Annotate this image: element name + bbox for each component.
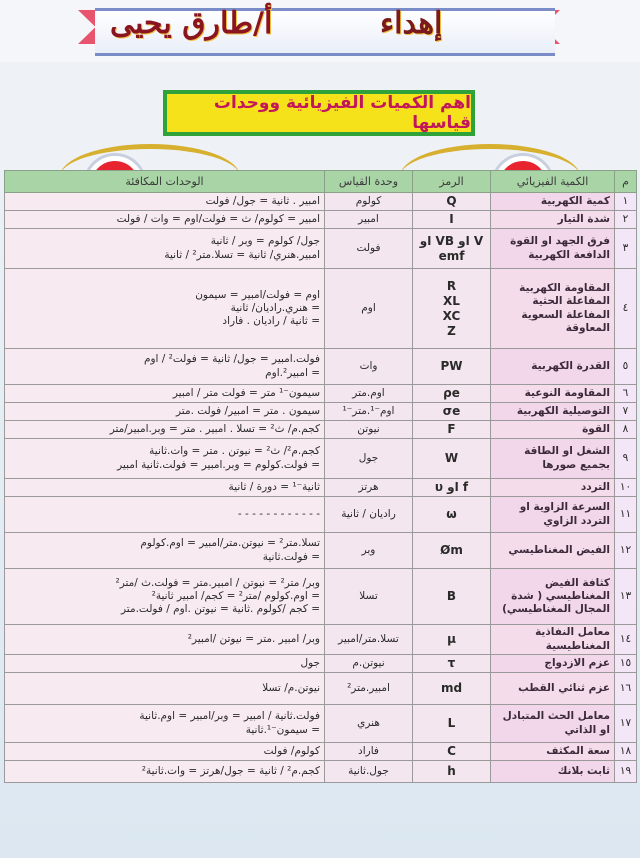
- row-quantity: المقاومة الكهربية المفاعلة الحثية المفاعلة السعوية المعاوقة: [491, 269, 615, 349]
- row-unit: اوم.متر: [325, 385, 413, 403]
- row-unit: وات: [325, 349, 413, 385]
- row-quantity: القدرة الكهربية: [491, 349, 615, 385]
- row-unit: فاراد: [325, 743, 413, 761]
- row-quantity: عزم الازدواج: [491, 655, 615, 673]
- row-number: ٣: [615, 229, 637, 269]
- row-number: ٩: [615, 439, 637, 479]
- row-quantity: معامل النفاذية المغناطيسية: [491, 625, 615, 655]
- header-num: م: [615, 171, 637, 193]
- row-number: ٨: [615, 421, 637, 439]
- table-row: [5, 479, 637, 497]
- row-equivalent-units: كولوم/ فولت: [5, 743, 325, 761]
- row-equivalent-units: سيمون . متر = امبير/ فولت .متر: [5, 403, 325, 421]
- row-quantity: القوة: [491, 421, 615, 439]
- row-number: ١٥: [615, 655, 637, 673]
- row-unit: تسلا: [325, 569, 413, 625]
- row-number: ١٨: [615, 743, 637, 761]
- row-equivalent-units: جول: [5, 655, 325, 673]
- row-number: ١٦: [615, 673, 637, 705]
- row-quantity: شدة التيار: [491, 211, 615, 229]
- row-symbol: PW: [413, 349, 491, 385]
- row-number: ٧: [615, 403, 637, 421]
- row-symbol: Øm: [413, 533, 491, 569]
- row-number: ١٩: [615, 761, 637, 783]
- row-unit: جول: [325, 439, 413, 479]
- table-row: [5, 705, 637, 743]
- row-equivalent-units: كجم.م² / ثانية = جول/هرتز = وات.ثانية²: [5, 761, 325, 783]
- table-row: [5, 349, 637, 385]
- row-quantity: ثابت بلانك: [491, 761, 615, 783]
- row-unit: امبير: [325, 211, 413, 229]
- row-equivalent-units: فولت.ثانية / امبير = وبر/امبير = اوم.ثانية = سيمون⁻¹.ثانية: [5, 705, 325, 743]
- table-row: [5, 421, 637, 439]
- row-quantity: سعة المكثف: [491, 743, 615, 761]
- row-unit: اوم⁻¹.متر⁻¹: [325, 403, 413, 421]
- table-row: [5, 497, 637, 533]
- page-title: اهم الكميات الفيزيائية ووحدات قياسها: [213, 93, 471, 133]
- dedication-label: إهداء: [380, 6, 443, 41]
- row-quantity: الشغل او الطاقة بجميع صورها: [491, 439, 615, 479]
- row-quantity: الفيض المغناطيسي: [491, 533, 615, 569]
- row-quantity: السرعة الزاوية او التردد الزاوي: [491, 497, 615, 533]
- row-equivalent-units: فولت.امبير = جول/ ثانية = فولت² / اوم = امبير².اوم: [5, 349, 325, 385]
- row-equivalent-units: اوم = فولت/امبير = سيمون = هنري.راديان/ ثانية = ثانية / راديان . فاراد: [5, 269, 325, 349]
- row-equivalent-units: جول/ كولوم = وبر / ثانية امبير.هنري/ ثانية = تسلا.متر² / ثانية: [5, 229, 325, 269]
- row-unit: راديان / ثانية: [325, 497, 413, 533]
- table-row: [5, 743, 637, 761]
- row-equivalent-units: تسلا.متر² = نيوتن.متر/امبير = اوم.كولوم = فولت.ثانية: [5, 533, 325, 569]
- row-unit: نيوتن: [325, 421, 413, 439]
- row-number: ٦: [615, 385, 637, 403]
- header-quantity: الكمية الفيزيائي: [491, 171, 615, 193]
- row-equivalent-units: سيمون⁻¹ متر = فولت متر / امبير: [5, 385, 325, 403]
- row-equivalent-units: كجم.م/ ث² = تسلا . امبير . متر = وبر.امبير/متر: [5, 421, 325, 439]
- row-symbol: μ: [413, 625, 491, 655]
- row-number: ١٠: [615, 479, 637, 497]
- author-name: أ/طارق يحيى: [110, 6, 273, 41]
- row-unit: فولت: [325, 229, 413, 269]
- row-equivalent-units: وبر/ امبير .متر = نيوتن /امبير²: [5, 625, 325, 655]
- row-number: ٢: [615, 211, 637, 229]
- row-equivalent-units: امبير = كولوم/ ث = فولت/اوم = وات / فولت: [5, 211, 325, 229]
- quantities-table: [4, 170, 637, 783]
- table-body: [5, 193, 637, 783]
- row-symbol: ρe: [413, 385, 491, 403]
- row-symbol: V او VB او emf: [413, 229, 491, 269]
- row-symbol: σe: [413, 403, 491, 421]
- row-unit: جول.ثانية: [325, 761, 413, 783]
- row-quantity: كثافة الفيض المغناطيسي ( شدة المجال المغناطيسي): [491, 569, 615, 625]
- table-row: [5, 439, 637, 479]
- table-header-row: [5, 171, 637, 193]
- row-symbol: τ: [413, 655, 491, 673]
- table-row: [5, 193, 637, 211]
- row-unit: امبير.متر²: [325, 673, 413, 705]
- row-symbol: I: [413, 211, 491, 229]
- row-number: ١٧: [615, 705, 637, 743]
- table-row: [5, 211, 637, 229]
- header-equivalent: الوحدات المكافئة: [5, 171, 325, 193]
- row-quantity: التردد: [491, 479, 615, 497]
- row-number: ١: [615, 193, 637, 211]
- row-number: ٥: [615, 349, 637, 385]
- row-equivalent-units: كجم.م²/ ث² = نيوتن . متر = وات.ثانية = فولت.كولوم = وبر.امبير = فولت.ثانية امبير: [5, 439, 325, 479]
- row-unit: تسلا.متر/امبير: [325, 625, 413, 655]
- row-equivalent-units: وبر/ متر² = نيوتن / امبير.متر = فولت.ث /متر² = اوم.كولوم /متر² = كجم/ امبير ثانية² = كجم /كولوم .ثانية = نيوتن .اوم / فولت.متر: [5, 569, 325, 625]
- title-box: [163, 90, 475, 136]
- row-quantity: التوصيلية الكهربية: [491, 403, 615, 421]
- row-equivalent-units: امبير . ثانية = جول/ فولت: [5, 193, 325, 211]
- table-row: [5, 569, 637, 625]
- row-equivalent-units: - - - - - - - - - - - -: [5, 497, 325, 533]
- row-symbol: L: [413, 705, 491, 743]
- top-banner: [0, 0, 640, 62]
- table-row: [5, 533, 637, 569]
- row-unit: هنري: [325, 705, 413, 743]
- row-equivalent-units: نيوتن.م/ تسلا: [5, 673, 325, 705]
- row-number: ١٣: [615, 569, 637, 625]
- row-unit: هرتز: [325, 479, 413, 497]
- table-row: [5, 625, 637, 655]
- table-row: [5, 673, 637, 705]
- row-unit: اوم: [325, 269, 413, 349]
- row-symbol: f او υ: [413, 479, 491, 497]
- header-unit: وحدة القياس: [325, 171, 413, 193]
- row-symbol: B: [413, 569, 491, 625]
- row-quantity: المقاومة النوعية: [491, 385, 615, 403]
- row-symbol: md: [413, 673, 491, 705]
- row-unit: نيوتن.م: [325, 655, 413, 673]
- row-quantity: فرق الجهد او القوة الدافعة الكهربية: [491, 229, 615, 269]
- table-row: [5, 229, 637, 269]
- row-symbol: R XL XC Z: [413, 269, 491, 349]
- row-equivalent-units: ثانية⁻¹ = دورة / ثانية: [5, 479, 325, 497]
- row-quantity: عزم ثنائي القطب: [491, 673, 615, 705]
- row-symbol: F: [413, 421, 491, 439]
- row-symbol: Q: [413, 193, 491, 211]
- table-row: [5, 385, 637, 403]
- row-number: ٤: [615, 269, 637, 349]
- row-number: ١٢: [615, 533, 637, 569]
- row-symbol: h: [413, 761, 491, 783]
- header-symbol: الرمز: [413, 171, 491, 193]
- table-row: [5, 655, 637, 673]
- row-symbol: W: [413, 439, 491, 479]
- row-number: ١٤: [615, 625, 637, 655]
- table-row: [5, 269, 637, 349]
- row-symbol: ω: [413, 497, 491, 533]
- row-quantity: كمية الكهربية: [491, 193, 615, 211]
- table-row: [5, 761, 637, 783]
- row-quantity: معامل الحث المتبادل او الذاتي: [491, 705, 615, 743]
- row-unit: وبر: [325, 533, 413, 569]
- table-row: [5, 403, 637, 421]
- row-unit: كولوم: [325, 193, 413, 211]
- row-symbol: C: [413, 743, 491, 761]
- row-number: ١١: [615, 497, 637, 533]
